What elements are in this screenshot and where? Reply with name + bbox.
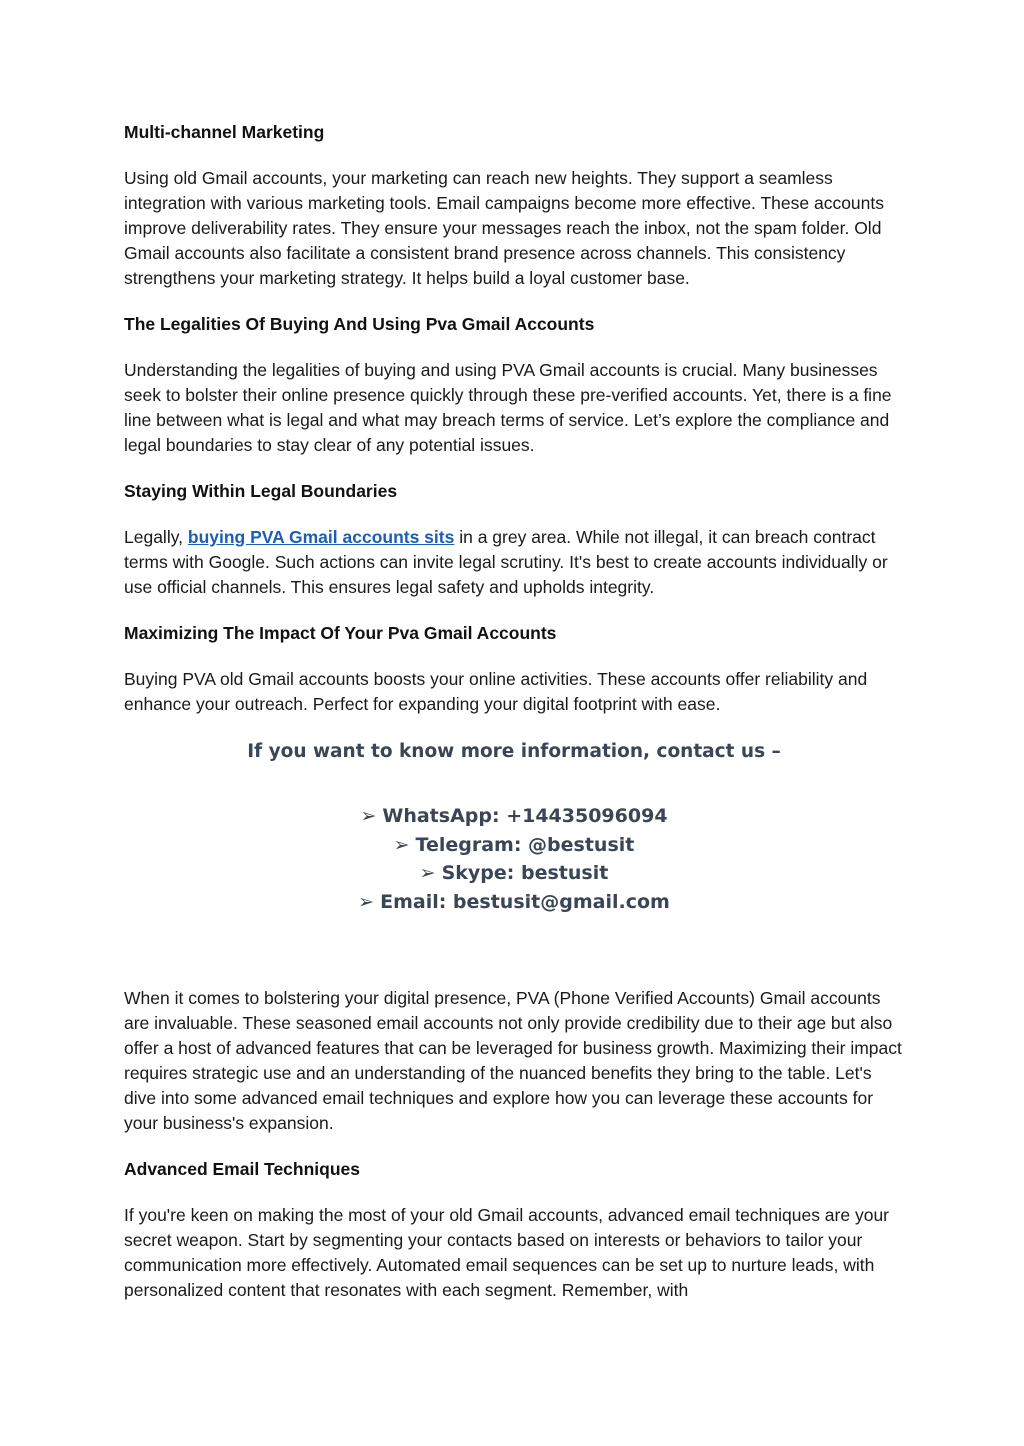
contact-telegram-text: Telegram: @bestusit: [415, 833, 635, 856]
contact-telegram: [124, 831, 904, 860]
maximizing-heading: Maximizing The Impact Of Your Pva Gmail Accounts: [124, 623, 557, 643]
arrow-icon: ➢: [393, 833, 410, 856]
boundaries-prefix: Legally,: [124, 527, 188, 547]
document-page: [124, 120, 904, 1324]
arrow-icon: ➢: [419, 862, 436, 884]
contact-list: [124, 802, 904, 916]
maximizing-paragraph: Buying PVA old Gmail accounts boosts your online activities. These accounts offer reliability and enhance your outreach. Perfect for expanding your digital footprint with ease.: [124, 669, 868, 714]
boundaries-paragraph: [124, 525, 904, 600]
multichannel-paragraph: Using old Gmail accounts, your marketing can reach new heights. They support a seamless integration with various marketing tools. Email campaigns become more effective. These accounts improve deliverability rates. They ensure your messages reach the inbox, not the spam folder. Old Gmail accounts also facilitate a consistent brand presence across channels. This consistency strengthens your marketing strategy. It helps build a loyal customer base.: [124, 168, 885, 288]
contact-intro: If you want to know more information, contact us –: [247, 741, 781, 762]
contact-whatsapp-text: WhatsApp: +14435096094: [382, 805, 668, 827]
arrow-icon: ➢: [358, 890, 375, 913]
legalities-heading: The Legalities Of Buying And Using Pva Gmail Accounts: [124, 314, 595, 334]
advanced-paragraph: If you're keen on making the most of your old Gmail accounts, advanced email techniques are your secret weapon. Start by segmenting your contacts based on interests or behaviors to tailor your communication more effectively. Automated email sequences can be set up to nurture leads, with personalized content that resonates with each segment. Remember, with: [124, 1205, 890, 1300]
contact-skype: [124, 859, 904, 888]
contact-email: [124, 888, 904, 917]
boundaries-suffix: in a grey area. While not illegal, it can breach contract terms with Google. Such actions can invite legal scrutiny. It's best to create accounts individually or use official channels. This ensures legal safety and upholds integrity.: [124, 527, 888, 597]
contact-skype-text: Skype: bestusit: [441, 862, 609, 884]
section-spacer: [124, 916, 904, 986]
legalities-paragraph: Understanding the legalities of buying and using PVA Gmail accounts is crucial. Many businesses seek to bolster their online presence quickly through these pre-verified accounts. Yet, there is a fine line between what is legal and what may breach terms of service. Let’s explore the compliance and legal boundaries to stay clear of any potential issues.: [124, 360, 892, 455]
contact-block: [124, 738, 904, 916]
boundaries-heading: Staying Within Legal Boundaries: [124, 481, 398, 501]
advanced-heading: Advanced Email Techniques: [124, 1159, 360, 1179]
buying-pva-gmail-link[interactable]: buying PVA Gmail accounts sits: [187, 527, 455, 547]
contact-whatsapp: [124, 802, 904, 831]
multichannel-heading: Multi-channel Marketing: [124, 122, 325, 142]
presence-paragraph: When it comes to bolstering your digital presence, PVA (Phone Verified Accounts) Gmail accounts are invaluable. These seasoned email accounts not only provide credibility due to their age but also offer a host of advanced features that can be leveraged for business growth. Maximizing their impact requires strategic use and an understanding of the nuanced benefits they bring to the table. Let's dive into some advanced email techniques and explore how you can leverage these accounts for your business's expansion.: [124, 988, 902, 1133]
arrow-icon: ➢: [360, 805, 377, 827]
contact-email-text: Email: bestusit@gmail.com: [380, 890, 670, 913]
